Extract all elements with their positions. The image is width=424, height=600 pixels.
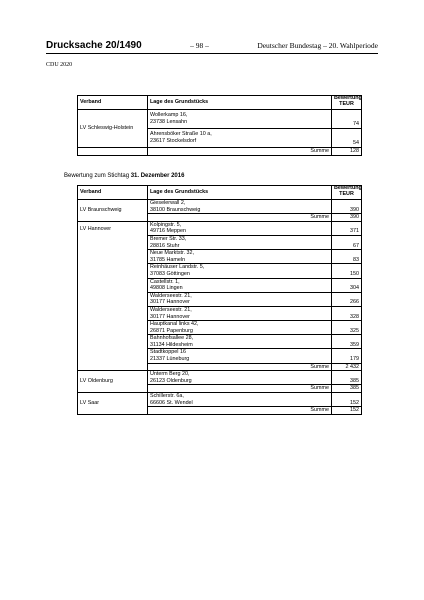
col-header-bewertung-line1: Bewertung [334, 185, 362, 191]
address-cell [148, 264, 332, 278]
col-header-verband: Verband [78, 96, 148, 110]
address-cell [148, 200, 332, 214]
col-header-bewertung-line2: TEUR [339, 190, 354, 197]
address-city: 28816 Stuhr [150, 242, 180, 249]
table-stichtag-2016 [77, 185, 362, 415]
value-cell: 152 [332, 393, 362, 407]
address-city: 31134 Hildesheim [150, 341, 193, 348]
address-street: Kolpingstr. 5, [150, 221, 182, 228]
value-cell: 328 [332, 306, 362, 320]
address-street: Ahrensböker Straße 10 a, [150, 131, 212, 138]
address-city: 49716 Meppen [150, 228, 186, 235]
address-street: Unterm Berg 20, [150, 371, 190, 378]
value-cell: 385 [332, 371, 362, 385]
table-row [78, 393, 362, 407]
address-street: Schillerstr. 6a, [150, 393, 184, 400]
sum-value: 128 [332, 148, 362, 156]
caption-prefix: Bewertung zum Stichtag [64, 173, 130, 179]
address-cell [148, 335, 332, 349]
address-cell [148, 292, 332, 306]
col-header-lage: Lage des Grundstücks [148, 186, 332, 200]
address-street: Walderseestr. 21, [150, 306, 192, 313]
table-schleswig-holstein [77, 95, 362, 156]
sum-spacer [148, 363, 290, 371]
value-cell: 54 [332, 129, 362, 148]
sum-spacer [148, 148, 290, 156]
address-street: Bremer Str. 33, [150, 235, 187, 242]
sum-label: Summe [290, 363, 332, 371]
address-city: 23738 Lensahn [150, 119, 188, 125]
sum-value: 152 [332, 407, 362, 415]
address-cell [148, 371, 332, 385]
address-cell [148, 235, 332, 249]
sum-value: 390 [332, 214, 362, 222]
value-cell: 359 [332, 335, 362, 349]
sum-spacer [78, 148, 148, 156]
table-caption [64, 173, 184, 179]
sum-value: 385 [332, 385, 362, 393]
value-cell: 304 [332, 278, 362, 292]
sum-label: Summe [290, 385, 332, 393]
table-row [78, 200, 362, 214]
address-street: Reinhäuser Landstr. 5, [150, 264, 205, 271]
col-header-bewertung [332, 96, 362, 110]
address-city: 30177 Hannover [150, 313, 190, 320]
verband-cell: LV Oldenburg [78, 371, 148, 393]
address-cell [148, 110, 332, 129]
caption-date: 31. Dezember 2016 [130, 173, 185, 179]
sum-label: Summe [290, 407, 332, 415]
verband-cell: LV Schleswig-Holstein [78, 110, 148, 148]
value-cell: 179 [332, 349, 362, 363]
sum-row [78, 148, 362, 156]
table-row [78, 221, 362, 235]
address-street: Neue Marktstr. 32, [150, 250, 195, 257]
table-header-row [78, 96, 362, 110]
page-header [46, 40, 378, 54]
col-header-lage: Lage des Grundstücks [148, 96, 332, 110]
address-street: Castellstr. 1, [150, 278, 180, 285]
address-cell [148, 321, 332, 335]
value-cell: 83 [332, 250, 362, 264]
address-cell [148, 250, 332, 264]
address-cell [148, 306, 332, 320]
address-cell [148, 393, 332, 407]
document-number: Drucksache 20/1490 [46, 40, 142, 51]
verband-cell: LV Saar [78, 393, 148, 415]
address-city: 26123 Oldenburg [150, 377, 192, 384]
sum-spacer [148, 385, 290, 393]
address-city: 37083 Göttingen [150, 270, 190, 277]
party-year: CDU 2020 [46, 62, 73, 68]
value-cell: 150 [332, 264, 362, 278]
address-street: Gieselerwall 2, [150, 200, 186, 206]
sum-value: 2 432 [332, 363, 362, 371]
value-cell: 325 [332, 321, 362, 335]
sum-label: Summe [290, 214, 332, 222]
address-city: 21337 Lüneburg [150, 356, 190, 363]
value-cell: 266 [332, 292, 362, 306]
sum-spacer [148, 214, 290, 222]
col-header-bewertung [332, 186, 362, 200]
address-city: 38100 Braunschweig [150, 206, 201, 213]
page-number: – 98 – [190, 41, 209, 50]
value-cell: 74 [332, 110, 362, 129]
address-city: 23617 Stockelsdorf [150, 138, 197, 144]
value-cell: 371 [332, 221, 362, 235]
value-cell: 390 [332, 200, 362, 214]
address-cell [148, 129, 332, 148]
address-city: 26871 Papenburg [150, 327, 193, 334]
publisher: Deutscher Bundestag – 20. Wahlperiode [257, 41, 378, 50]
address-street: Hauptkanal links 42, [150, 321, 199, 328]
col-header-bewertung-line2: TEUR [339, 100, 354, 107]
address-city: 30177 Hannover [150, 299, 190, 306]
address-street: Wollerkamp 16, [150, 112, 188, 119]
address-cell [148, 349, 332, 363]
address-cell [148, 221, 332, 235]
table-row [78, 110, 362, 129]
address-cell [148, 278, 332, 292]
address-street: Walderseestr. 21, [150, 292, 192, 299]
col-header-verband: Verband [78, 186, 148, 200]
verband-cell: LV Braunschweig [78, 200, 148, 222]
table-header-row [78, 186, 362, 200]
sum-label: Summe [290, 148, 332, 156]
col-header-bewertung-line1: Bewertung [334, 95, 362, 101]
table-row [78, 371, 362, 385]
address-city: 49808 Lingen [150, 285, 183, 292]
verband-cell: LV Hannover [78, 221, 148, 370]
sum-spacer [148, 407, 290, 415]
address-city: 66606 St. Wendel [150, 399, 193, 406]
address-street: Bahnhofsallee 28, [150, 335, 194, 342]
value-cell: 67 [332, 235, 362, 249]
address-city: 31785 Hameln [150, 256, 186, 263]
address-street: Stadtkoppel 16 [150, 349, 186, 356]
